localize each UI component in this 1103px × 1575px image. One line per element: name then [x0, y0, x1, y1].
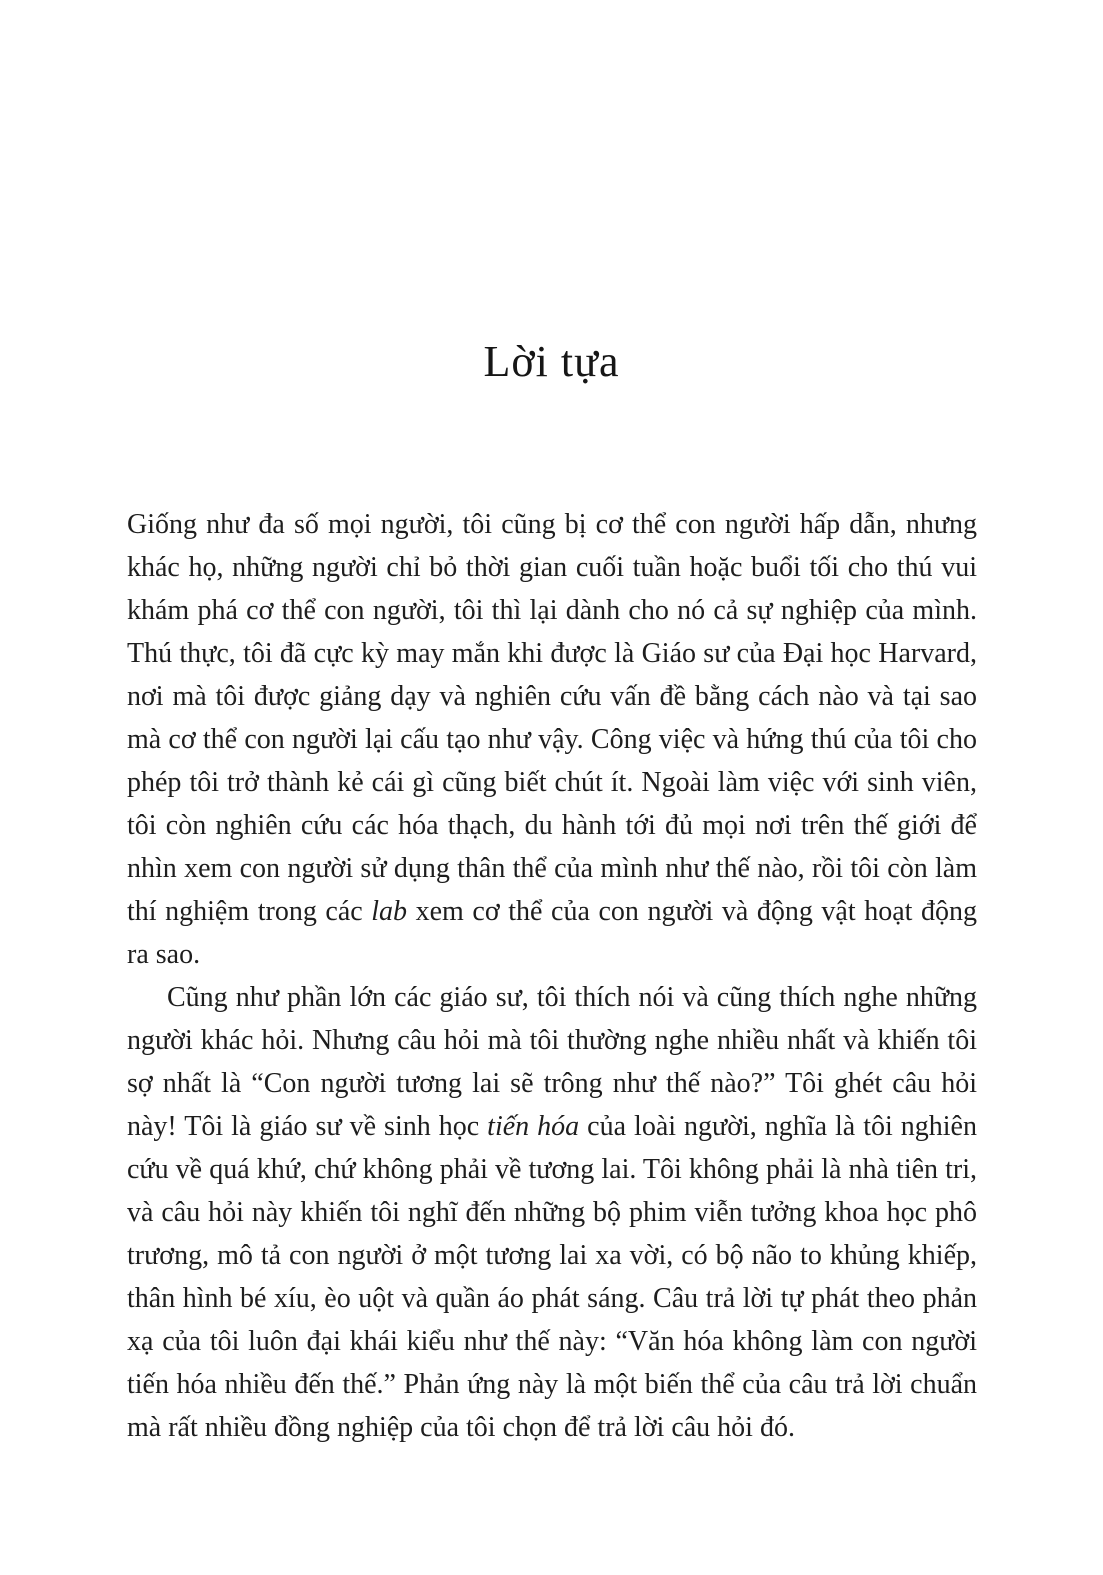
paragraph-2: [127, 976, 977, 1449]
paragraph-1: [127, 503, 977, 976]
paragraph-1-text: Giống như đa số mọi người, tôi cũng bị cơ thể con người hấp dẫn, nhưng khác họ, những người chỉ bỏ thời gian cuối tuần hoặc buổi tối cho thú vui khám phá cơ thể con người, tôi thì lại dành cho nó cả sự nghiệp của mình. Thú thực, tôi đã cực kỳ may mắn khi được là Giáo sư của Đại học Harvard, nơi mà tôi được giảng dạy và nghiên cứu vấn đề bằng cách nào và tại sao mà cơ thể con người lại cấu tạo như vậy. Công việc và hứng thú của tôi cho phép tôi trở thành kẻ cái gì cũng biết chút ít. Ngoài làm việc với sinh viên, tôi còn nghiên cứu các hóa thạch, du hành tới đủ mọi nơi trên thế giới để nhìn xem con người sử dụng thân thể của mình như thế nào, rồi tôi còn làm thí nghiệm trong các: [127, 509, 977, 927]
chapter-title: Lời tựa: [483, 337, 620, 386]
paragraph-2-italic-term: tiến hóa: [487, 1111, 580, 1142]
body-text: [127, 503, 977, 1449]
paragraph-2-text-cont: của loài người, nghĩa là tôi nghiên cứu về quá khứ, chứ không phải về tương lai. Tôi không phải là nhà tiên tri, và câu hỏi này khiến tôi nghĩ đến những bộ phim viễn tưởng khoa học phô trương, mô tả con người ở một tương lai xa vời, có bộ não to khủng khiếp, thân hình bé xíu, èo uột và quần áo phát sáng. Câu trả lời tự phát theo phản xạ của tôi luôn đại khái kiểu như thế này: “Văn hóa không làm con người tiến hóa nhiều đến thế.” Phản ứng này là một biến thể của câu trả lời chuẩn mà rất nhiều đồng nghiệp của tôi chọn để trả lời câu hỏi đó.: [127, 1111, 977, 1443]
paragraph-2-text: Cũng như phần lớn các giáo sư, tôi thích nói và cũng thích nghe những người khác hỏi. Nhưng câu hỏi mà tôi thường nghe nhiều nhất và khiến tôi sợ nhất là “Con người tương lai sẽ trông như thế nào?” Tôi ghét câu hỏi này! Tôi là giáo sư về sinh học: [127, 982, 977, 1142]
paragraph-1-text-cont: xem cơ thể của con người và động vật hoạt động ra sao.: [127, 896, 977, 970]
paragraph-1-italic-term: lab: [371, 896, 408, 927]
